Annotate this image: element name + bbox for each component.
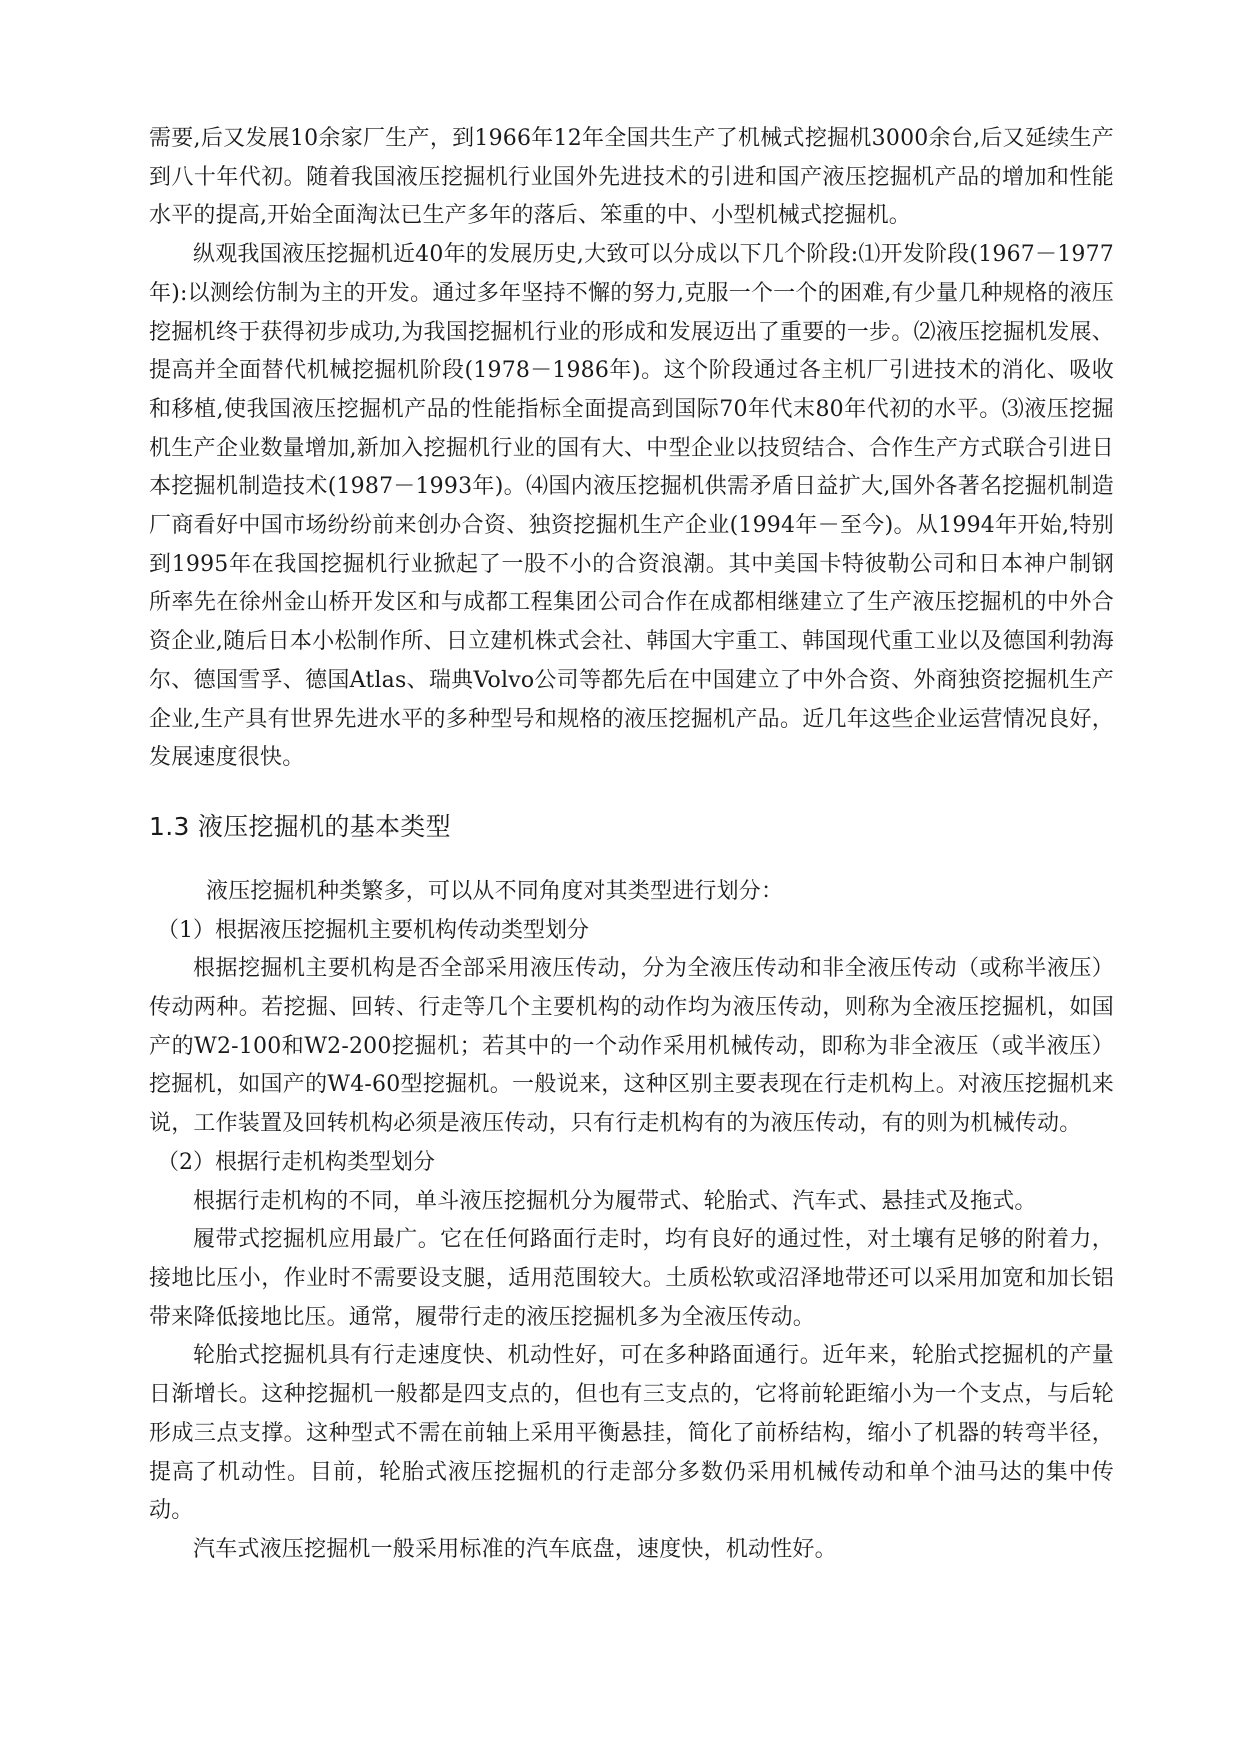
paragraph-truck-excavator: 汽车式液压挖掘机一般采用标准的汽车底盘，速度快，机动性好。 xyxy=(193,1536,837,1562)
paragraph-crawler-excavator: 履带式挖掘机应用最广。它在任何路面行走时，均有良好的通过性，对土壤有足够的附着力，接地比压小，作业时不需要设支腿，适用范围较大。土质松软或沼泽地带还可以采用加宽和加长铝带来降低接地比压。通常，履带行走的液压挖掘机多为全液压传动。 xyxy=(149,1227,1114,1330)
document-page xyxy=(149,120,1114,1570)
paragraph-transmission-type: 根据挖掘机主要机构是否全部采用液压传动，分为全液压传动和非全液压传动（或称半液压）传动两种。若挖掘、回转、行走等几个主要机构的动作均为液压传动，则称为全液压挖掘机，如国产的W2-100和W2-200挖掘机；若其中的一个动作采用机械传动，即称为非全液压（或半液压）挖掘机，如国产的W4-60型挖掘机。一般说来，这种区别主要表现在行走机构上。对液压挖掘机来说，工作装置及回转机构必须是液压传动，只有行走机构有的为液压传动，有的则为机械传动。 xyxy=(149,956,1114,1137)
paragraph-history-continued: 需要,后又发展10余家厂生产，到1966年12年全国共生产了机械式挖掘机3000余台,后又延续生产到八十年代初。随着我国液压挖掘机行业国外先进技术的引进和国产液压挖掘机产品的增加和性能水平的提高,开始全面淘汰已生产多年的落后、笨重的中、小型机械式挖掘机。 xyxy=(149,126,1114,229)
paragraph-wheeled-excavator: 轮胎式挖掘机具有行走速度快、机动性好，可在多种路面通行。近年来，轮胎式挖掘机的产量日渐增长。这种挖掘机一般都是四支点的，但也有三支点的，它将前轮距缩小为一个支点，与后轮形成三点支撑。这种型式不需在前轴上采用平衡悬挂，简化了前桥结构，缩小了机器的转弯半径，提高了机动性。目前，轮胎式液压挖掘机的行走部分多数仍采用机械传动和单个油马达的集中传动。 xyxy=(149,1343,1114,1524)
paragraph-travel-types: 根据行走机构的不同，单斗液压挖掘机分为履带式、轮胎式、汽车式、悬挂式及拖式。 xyxy=(193,1188,1037,1214)
paragraph-types-intro: 液压挖掘机种类繁多，可以从不同角度对其类型进行划分： xyxy=(206,878,784,904)
subheading-travel-mechanism: （2）根据行走机构类型划分 xyxy=(157,1149,435,1175)
subheading-transmission-type: （1）根据液压挖掘机主要机构传动类型划分 xyxy=(157,917,589,943)
paragraph-development-stages: 纵观我国液压挖掘机近40年的发展历史,大致可以分成以下几个阶段:⑴开发阶段(1967－1977年):以测绘仿制为主的开发。通过多年坚持不懈的努力,克服一个一个的困难,有少量几种规格的液压挖掘机终于获得初步成功,为我国挖掘机行业的形成和发展迈出了重要的一步。⑵液压挖掘机发展、提高并全面替代机械挖掘机阶段(1978－1986年)。这个阶段通过各主机厂引进技术的消化、吸收和移植,使我国液压挖掘机产品的性能指标全面提高到国际70年代末80年代初的水平。⑶液压挖掘机生产企业数量增加,新加入挖掘机行业的国有大、中型企业以技贸结合、合作生产方式联合引进日本挖掘机制造技术(1987－1993年)。⑷国内液压挖掘机供需矛盾日益扩大,国外各著名挖掘机制造厂商看好中国市场纷纷前来创办合资、独资挖掘机生产企业(1994年－至今)。从1994年开始,特别到1995年在我国挖掘机行业掀起了一股不小的合资浪潮。其中美国卡特彼勒公司和日本神户制钢所率先在徐州金山桥开发区和与成都工程集团公司合作在成都相继建立了生产液压挖掘机的中外合资企业,随后日本小松制作所、日立建机株式会社、韩国大宇重工、韩国现代重工业以及德国利勃海尔、德国雪孚、德国Atlas、瑞典Volvo公司等都先后在中国建立了中外合资、外商独资挖掘机生产企业,生产具有世界先进水平的多种型号和规格的液压挖掘机产品。近几年这些企业运营情况良好，发展速度很快。 xyxy=(149,242,1114,771)
section-heading-1-3: 1.3 液压挖掘机的基本类型 xyxy=(149,811,451,841)
